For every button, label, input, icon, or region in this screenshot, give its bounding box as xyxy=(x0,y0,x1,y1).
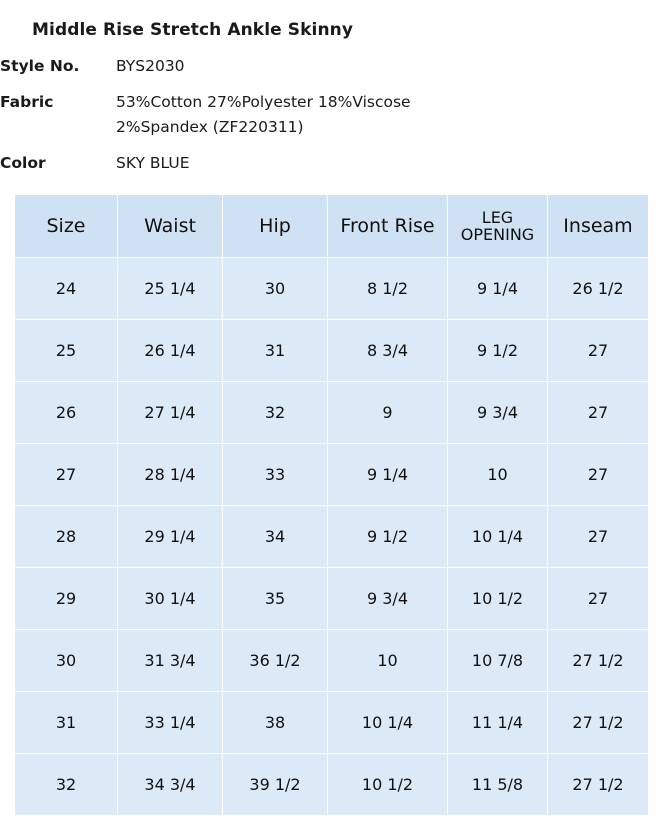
table-row xyxy=(15,692,649,754)
cell-leg-opening: 10 1/4 xyxy=(448,506,548,568)
cell-waist: 26 1/4 xyxy=(118,320,223,382)
cell-leg-opening: 10 7/8 xyxy=(448,630,548,692)
table-row xyxy=(15,382,649,444)
table-row xyxy=(15,754,649,816)
cell-leg-opening: 10 1/2 xyxy=(448,568,548,630)
meta-value-style-no: BYS2030 xyxy=(116,57,185,75)
page-title: Middle Rise Stretch Ankle Skinny xyxy=(32,20,354,40)
cell-inseam: 27 1/2 xyxy=(548,692,649,754)
cell-leg-opening: 9 3/4 xyxy=(448,382,548,444)
cell-hip: 30 xyxy=(223,258,328,320)
cell-front-rise: 8 3/4 xyxy=(328,320,448,382)
cell-waist: 34 3/4 xyxy=(118,754,223,816)
table-row xyxy=(15,506,649,568)
cell-leg-opening: 10 xyxy=(448,444,548,506)
column-header-leg-opening-line1: LEG xyxy=(481,207,514,227)
cell-inseam: 27 xyxy=(548,320,649,382)
cell-front-rise: 9 1/2 xyxy=(328,506,448,568)
meta-row-fabric xyxy=(0,79,411,140)
table-row xyxy=(15,258,649,320)
cell-inseam: 27 xyxy=(548,444,649,506)
cell-size: 29 xyxy=(15,568,118,630)
cell-inseam: 27 1/2 xyxy=(548,754,649,816)
cell-hip: 36 1/2 xyxy=(223,630,328,692)
cell-front-rise: 10 1/2 xyxy=(328,754,448,816)
cell-front-rise: 10 1/4 xyxy=(328,692,448,754)
cell-size: 30 xyxy=(15,630,118,692)
cell-hip: 35 xyxy=(223,568,328,630)
column-header-inseam: Inseam xyxy=(548,195,649,258)
table-row xyxy=(15,320,649,382)
cell-size: 27 xyxy=(15,444,118,506)
cell-hip: 38 xyxy=(223,692,328,754)
cell-size: 32 xyxy=(15,754,118,816)
cell-size: 31 xyxy=(15,692,118,754)
cell-inseam: 27 xyxy=(548,382,649,444)
cell-size: 28 xyxy=(15,506,118,568)
meta-label-style-no: Style No. xyxy=(0,57,80,75)
column-header-size: Size xyxy=(15,195,118,258)
table-row xyxy=(15,630,649,692)
cell-hip: 33 xyxy=(223,444,328,506)
cell-size: 24 xyxy=(15,258,118,320)
cell-leg-opening: 11 1/4 xyxy=(448,692,548,754)
cell-hip: 31 xyxy=(223,320,328,382)
cell-front-rise: 10 xyxy=(328,630,448,692)
cell-waist: 25 1/4 xyxy=(118,258,223,320)
table-row xyxy=(15,444,649,506)
product-meta-table xyxy=(0,54,411,176)
meta-row-color xyxy=(0,140,411,176)
cell-waist: 27 1/4 xyxy=(118,382,223,444)
column-header-leg-opening-line2: OPENING xyxy=(460,225,535,245)
meta-row-style-no xyxy=(0,54,411,79)
size-table-header-row xyxy=(15,195,649,258)
cell-size: 25 xyxy=(15,320,118,382)
column-header-leg-opening xyxy=(448,195,548,258)
meta-value-fabric-line2: 2%Spandex (ZF220311) xyxy=(116,118,304,137)
cell-waist: 30 1/4 xyxy=(118,568,223,630)
table-row xyxy=(15,568,649,630)
cell-inseam: 27 xyxy=(548,568,649,630)
meta-label-color: Color xyxy=(0,154,46,173)
column-header-waist: Waist xyxy=(118,195,223,258)
cell-leg-opening: 11 5/8 xyxy=(448,754,548,816)
cell-front-rise: 9 1/4 xyxy=(328,444,448,506)
cell-hip: 39 1/2 xyxy=(223,754,328,816)
cell-leg-opening: 9 1/2 xyxy=(448,320,548,382)
meta-value-color: SKY BLUE xyxy=(116,154,190,173)
size-table-container xyxy=(0,194,662,816)
cell-inseam: 27 xyxy=(548,506,649,568)
cell-size: 26 xyxy=(15,382,118,444)
cell-inseam: 27 1/2 xyxy=(548,630,649,692)
column-header-hip: Hip xyxy=(223,195,328,258)
cell-waist: 29 1/4 xyxy=(118,506,223,568)
cell-front-rise: 8 1/2 xyxy=(328,258,448,320)
cell-leg-opening: 9 1/4 xyxy=(448,258,548,320)
meta-label-fabric: Fabric xyxy=(0,93,54,112)
cell-inseam: 26 1/2 xyxy=(548,258,649,320)
cell-hip: 34 xyxy=(223,506,328,568)
cell-waist: 33 1/4 xyxy=(118,692,223,754)
column-header-front-rise: Front Rise xyxy=(328,195,448,258)
meta-value-fabric-line1: 53%Cotton 27%Polyester 18%Viscose xyxy=(116,93,411,112)
size-chart-table xyxy=(14,194,649,816)
cell-front-rise: 9 3/4 xyxy=(328,568,448,630)
cell-hip: 32 xyxy=(223,382,328,444)
cell-waist: 28 1/4 xyxy=(118,444,223,506)
meta-value-fabric xyxy=(116,79,411,140)
cell-front-rise: 9 xyxy=(328,382,448,444)
cell-waist: 31 3/4 xyxy=(118,630,223,692)
